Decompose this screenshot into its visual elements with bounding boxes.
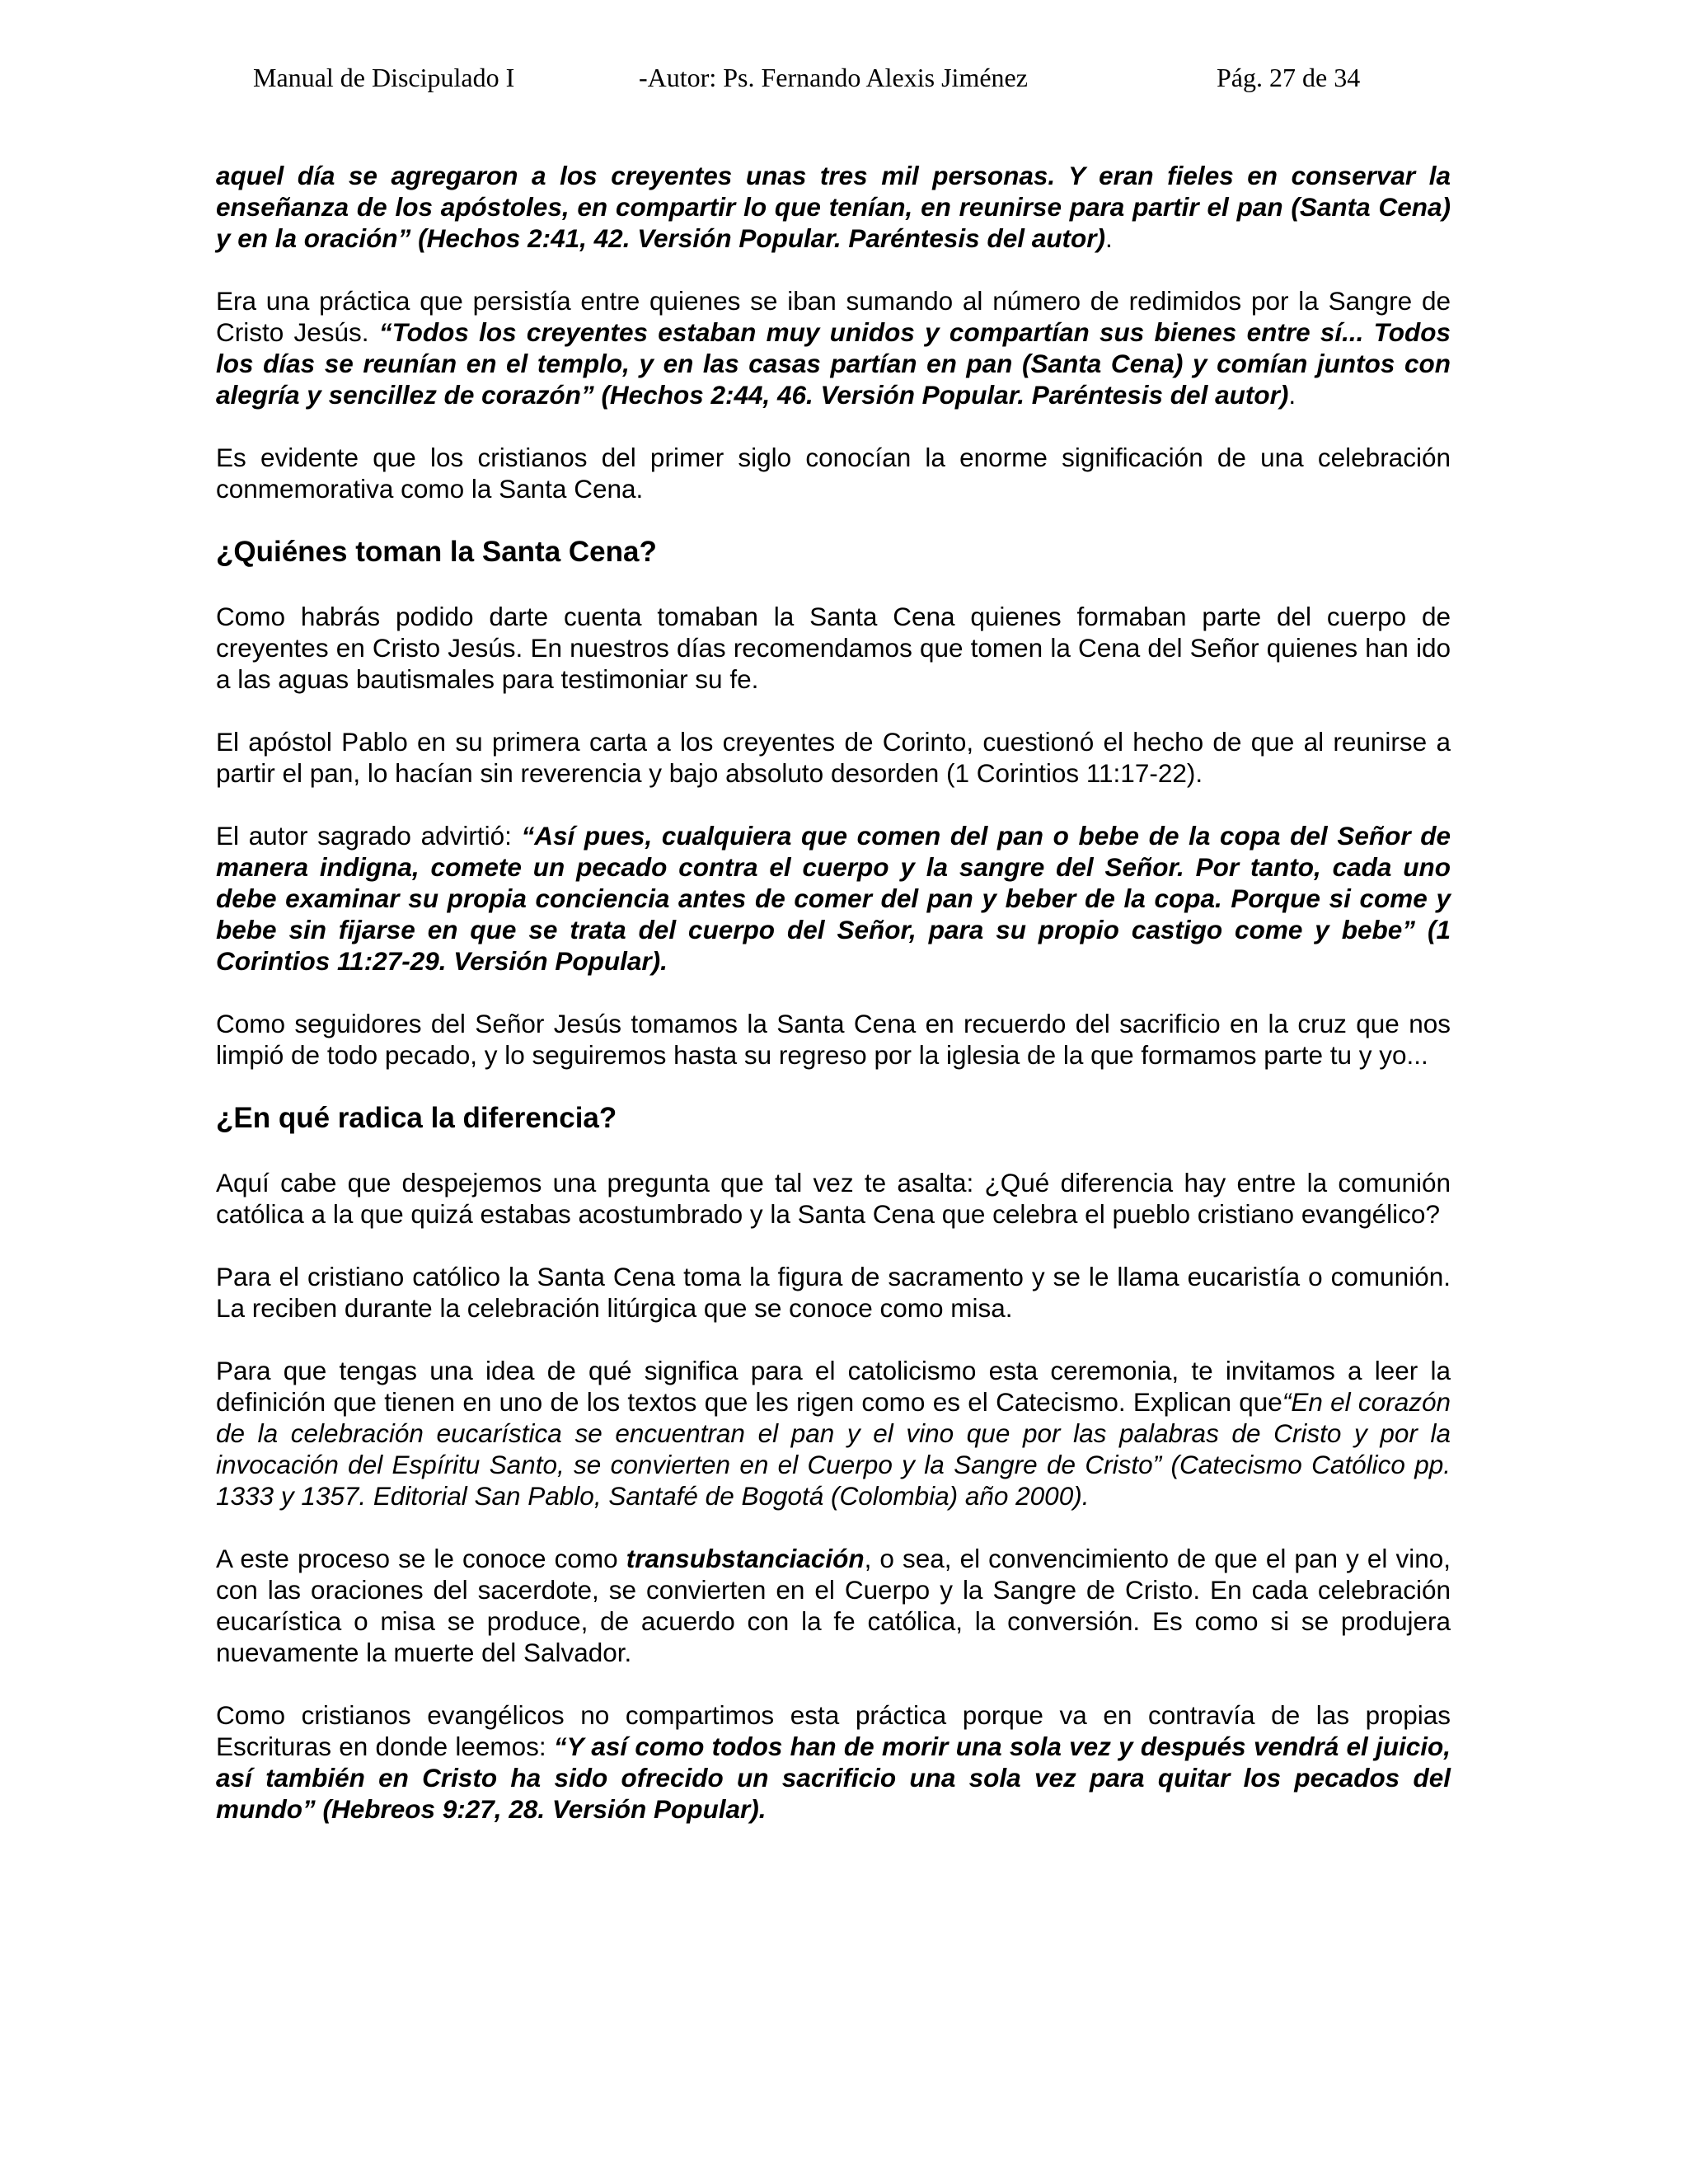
header-page-number: Pág. 27 de 34 — [1217, 63, 1361, 92]
paragraph-7: Como seguidores del Señor Jesús tomamos la Santa Cena en recuerdo del sacrificio en la cruz que nos limpió de todo pecado, y lo seguiremos hasta su regreso por la iglesia de la que formamos parte tu y yo... — [216, 1009, 1451, 1070]
header-manual-title: Manual de Discipulado I — [253, 63, 515, 92]
paragraph-end: . — [1288, 380, 1296, 410]
paragraph-text: Como cristianos evangélicos no compartimos esta práctica porque va en contravía de las propias Escrituras en donde leemos: — [216, 1700, 1451, 1761]
paragraph-5: El apóstol Pablo en su primera carta a los creyentes de Corinto, cuestionó el hecho de que al reunirse a partir el pan, lo hacían sin reverencia y bajo absoluto desorden (1 Corintios 11:17-22). — [216, 727, 1451, 788]
bible-quote: “Y así como todos han de morir una sola vez y después vendrá el juicio, así también en Cristo ha sido ofrecido un sacrificio una sola vez para quitar los pecados del mundo” (Hebreos 9:27, 28. Versión Popular). — [216, 1732, 1451, 1824]
document-body — [216, 160, 1451, 1856]
paragraph-end: . — [1104, 223, 1113, 253]
paragraph-12 — [216, 1699, 1451, 1825]
paragraph-text: El autor sagrado advirtió: — [216, 821, 522, 851]
bible-quote: “Así pues, cualquiera que comen del pan o bebe de la copa del Señor de manera indigna, comete un pecado contra el cuerpo y la sangre del Señor. Por tanto, cada uno debe examinar su propia conciencia antes de comer del pan y beber de la copa. Porque si come y bebe sin fijarse en que se trata del cuerpo del Señor, para su propio castigo come y bebe” (1 Corintios 11:27-29. Versión Popular). — [216, 821, 1451, 976]
paragraph-6 — [216, 820, 1451, 977]
section-heading-quienes: ¿Quiénes toman la Santa Cena? — [216, 536, 657, 568]
paragraph-10 — [216, 1355, 1451, 1511]
paragraph-text: Para que tengas una idea de qué significa para el catolicismo esta ceremonia, te invitamos a leer la definición que tienen en uno de los textos que les rigen como es el Catecismo. Explican que — [216, 1356, 1451, 1417]
paragraph-4: Como habrás podido darte cuenta tomaban la Santa Cena quienes formaban parte del cuerpo de creyentes en Cristo Jesús. En nuestros días recomendamos que tomen la Cena del Señor quienes han ido a las aguas bautismales para testimoniar su fe. — [216, 602, 1451, 694]
paragraph-text: Era una práctica que persistía entre quienes se iban sumando al número de redimidos por la Sangre de Cristo Jesús. — [216, 286, 1451, 347]
paragraph-9: Para el cristiano católico la Santa Cena toma la figura de sacramento y se le llama eucaristía o comunión. La reciben durante la celebración litúrgica que se conoce como misa. — [216, 1262, 1451, 1323]
paragraph-8: Aquí cabe que despejemos una pregunta que tal vez te asalta: ¿Qué diferencia hay entre la comunión católica a la que quizá estabas acostumbrado y la Santa Cena que celebra el pueblo cristiano evangélico? — [216, 1168, 1451, 1229]
paragraph-2 — [216, 285, 1451, 410]
header-author: -Autor: Ps. Fernando Alexis Jiménez — [639, 63, 1028, 92]
paragraph-3: Es evidente que los cristianos del primer siglo conocían la enorme significación de una celebración conmemorativa como la Santa Cena. — [216, 443, 1451, 504]
catechism-quote: “En el corazón de la celebración eucarística se encuentran el pan y el vino que por las palabras de Cristo y por la invocación del Espíritu Santo, se convierten en el Cuerpo y la Sangre de Cristo” (Catecismo Católico pp. 1333 y 1357. Editorial San Pablo, Santafé de Bogotá (Colombia) año 2000). — [216, 1387, 1451, 1511]
bible-quote: aquel día se agregaron a los creyentes unas tres mil personas. Y eran fieles en conservar la enseñanza de los apóstoles, en compartir lo que tenían, en reunirse para partir el pan (Santa Cena) y en la oración” (Hechos 2:41, 42. Versión Popular. Paréntesis del autor) — [216, 161, 1451, 253]
paragraph-text: A este proceso se le conoce como — [216, 1544, 626, 1573]
page-header — [0, 59, 1688, 96]
paragraph-text-cont: , o sea, el convencimiento de que el pan y el vino, con las oraciones del sacerdote, se convierten en el Cuerpo y la Sangre de Cristo. En cada celebración eucarística o misa se produce, de acuerdo con la fe católica, la conversión. Es como si se produjera nuevamente la muerte del Salvador. — [216, 1544, 1451, 1667]
key-term: transubstanciación — [626, 1544, 865, 1573]
bible-quote: “Todos los creyentes estaban muy unidos y compartían sus bienes entre sí... Todos los días se reunían en el templo, y en las casas partían en pan (Santa Cena) y comían juntos con alegría y sencillez de corazón” (Hechos 2:44, 46. Versión Popular. Paréntesis del autor) — [216, 317, 1451, 410]
paragraph-1 — [216, 160, 1451, 254]
paragraph-11 — [216, 1543, 1451, 1668]
section-heading-diferencia: ¿En qué radica la diferencia? — [216, 1102, 617, 1134]
